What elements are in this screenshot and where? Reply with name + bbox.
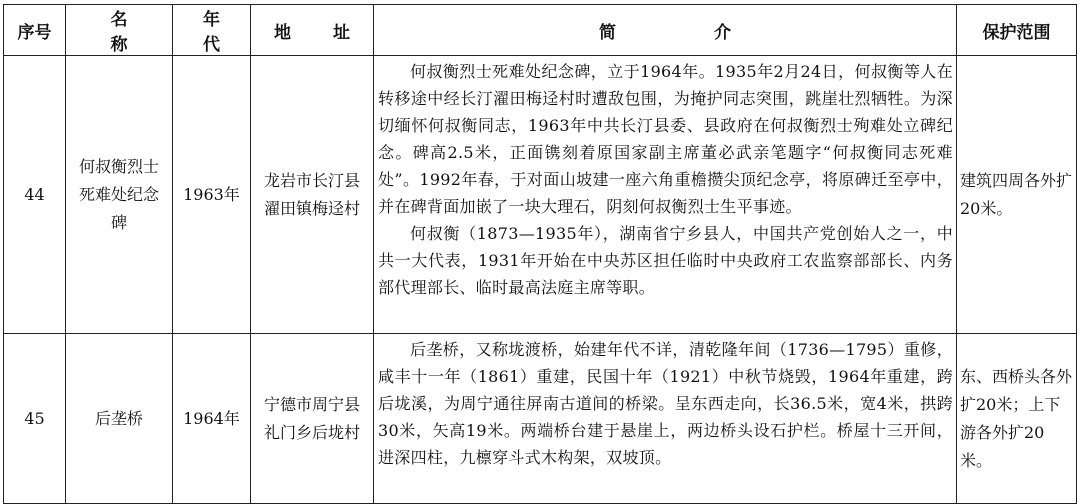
table-row — [4, 334, 1077, 504]
row-scope: 东、西桥头各外扩20米；上下游各外扩20米。 — [957, 334, 1077, 504]
header-intro: 简 介 — [374, 5, 957, 56]
row-address: 龙岩市长汀县濯田镇梅迳村 — [251, 56, 374, 334]
row-era: 1963年 — [173, 56, 251, 334]
header-address: 地 址 — [251, 5, 374, 56]
row-no: 44 — [4, 56, 66, 334]
row-intro — [374, 56, 957, 334]
table-row — [4, 56, 1077, 334]
intro-paragraph: 后垄桥，又称垅渡桥，始建年代不详，清乾隆年间（1736—1795）重修，咸丰十一年（1861）重建，民国十年（1921）中秋节烧毁，1964年重建，跨后垅溪，为周宁通往屏南古道间的桥梁。呈东西走向，长36.5米，宽4米，拱跨30米，矢高19米。两端桥台建于悬崖上，两边桥头设石护栏。桥屋十三开间，进深四柱，九檩穿斗式木构架，双坡顶。 — [378, 340, 953, 467]
header-row — [4, 5, 1077, 56]
row-intro — [374, 334, 957, 504]
header-no: 序号 — [4, 5, 66, 56]
row-era: 1964年 — [173, 334, 251, 504]
intro-paragraph: 何叔衡（1873—1935年），湖南省宁乡县人，中国共产党创始人之一，中共一大代表，1931年开始在中央苏区担任临时中央政府工农监察部部长、内务部代理部长、临时最高法庭主席等职。 — [378, 224, 953, 297]
header-name: 名 称 — [66, 5, 173, 56]
header-scope: 保护范围 — [957, 5, 1077, 56]
intro-paragraph: 何叔衡烈士死难处纪念碑，立于1964年。1935年2月24日，何叔衡等人在转移途中经长汀濯田梅迳村时遭敌包围，为掩护同志突围，跳崖壮烈牺牲。为深切缅怀何叔衡同志，1963年中共长汀县委、县政府在何叔衡烈士殉难处立碑纪念。碑高2.5米，正面镌刻着原国家副主席董必武亲笔题字“何叔衡同志死难处”。1992年春，于对面山坡建一座六角重檐攒尖顶纪念亭，将原碑迁至亭中，并在碑背面加嵌了一块大理石，阴刻何叔衡烈士生平事迹。 — [378, 62, 953, 216]
header-era: 年 代 — [173, 5, 251, 56]
row-name: 何叔衡烈士死难处纪念碑 — [66, 56, 173, 334]
row-name: 后垄桥 — [66, 334, 173, 504]
heritage-table — [3, 4, 1077, 504]
row-no: 45 — [4, 334, 66, 504]
row-address: 宁德市周宁县礼门乡后垅村 — [251, 334, 374, 504]
row-scope: 建筑四周各外扩20米。 — [957, 56, 1077, 334]
